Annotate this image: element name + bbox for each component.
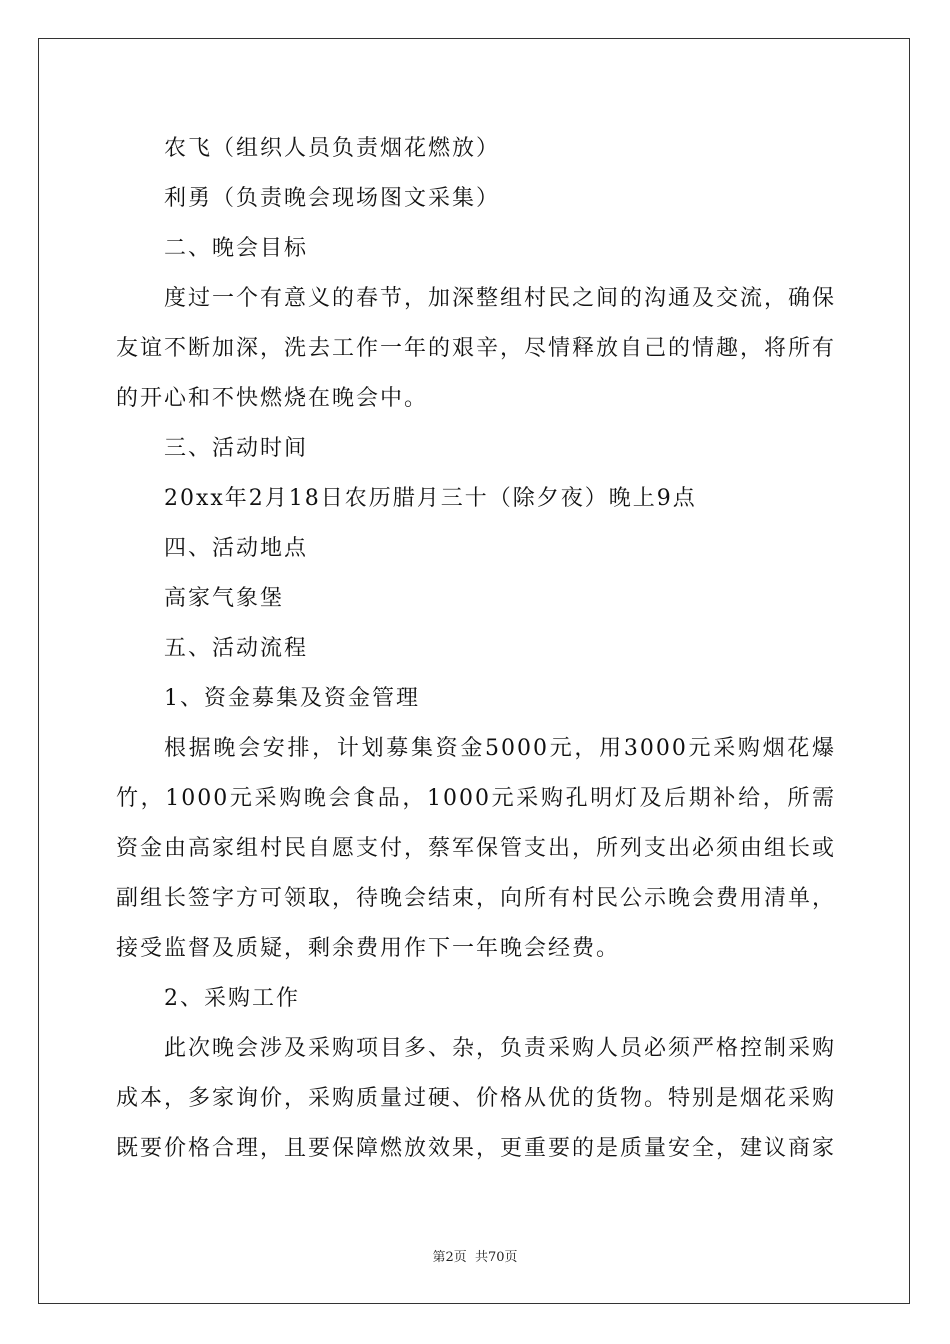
document-body bbox=[116, 124, 836, 1174]
section-heading: 五、活动流程 bbox=[164, 636, 309, 661]
paragraph: 农飞（组织人员负责烟花燃放） bbox=[164, 136, 501, 161]
paragraph: 度过一个有意义的春节，加深整组村民之间的沟通及交流，确保友谊不断加深，洗去工作一年的艰辛，尽情释放自己的情趣，将所有的开心和不快燃烧在晚会中。 bbox=[116, 286, 837, 411]
paragraph: 此次晚会涉及采购项目多、杂，负责采购人员必须严格控制采购成本，多家询价，采购质量过硬、价格从优的货物。特别是烟花采购既要价格合理，且要保障燃放效果，更重要的是质量安全，建议商家 bbox=[116, 1036, 837, 1161]
subsection-heading: 2、采购工作 bbox=[164, 986, 300, 1011]
paragraph: 20xx年2月18日农历腊月三十（除夕夜）晚上9点 bbox=[164, 486, 697, 511]
section-heading: 三、活动时间 bbox=[164, 436, 309, 461]
subsection-heading: 1、资金募集及资金管理 bbox=[164, 686, 420, 711]
section-heading: 四、活动地点 bbox=[164, 536, 309, 561]
paragraph: 根据晚会安排，计划募集资金5000元，用3000元采购烟花爆竹，1000元采购晚会食品，1000元采购孔明灯及后期补给，所需资金由高家组村民自愿支付，蔡军保管支出，所列支出必须由组长或副组长签字方可领取，待晚会结束，向所有村民公示晚会费用清单，接受监督及质疑，剩余费用作下一年晚会经费。 bbox=[116, 736, 837, 961]
paragraph: 高家气象堡 bbox=[164, 586, 285, 611]
section-heading: 二、晚会目标 bbox=[164, 236, 309, 261]
paragraph: 利勇（负责晚会现场图文采集） bbox=[164, 186, 501, 211]
page-footer bbox=[0, 1246, 950, 1265]
page-total: 共70页 bbox=[474, 1250, 518, 1265]
page-number: 第2页 bbox=[432, 1250, 467, 1265]
